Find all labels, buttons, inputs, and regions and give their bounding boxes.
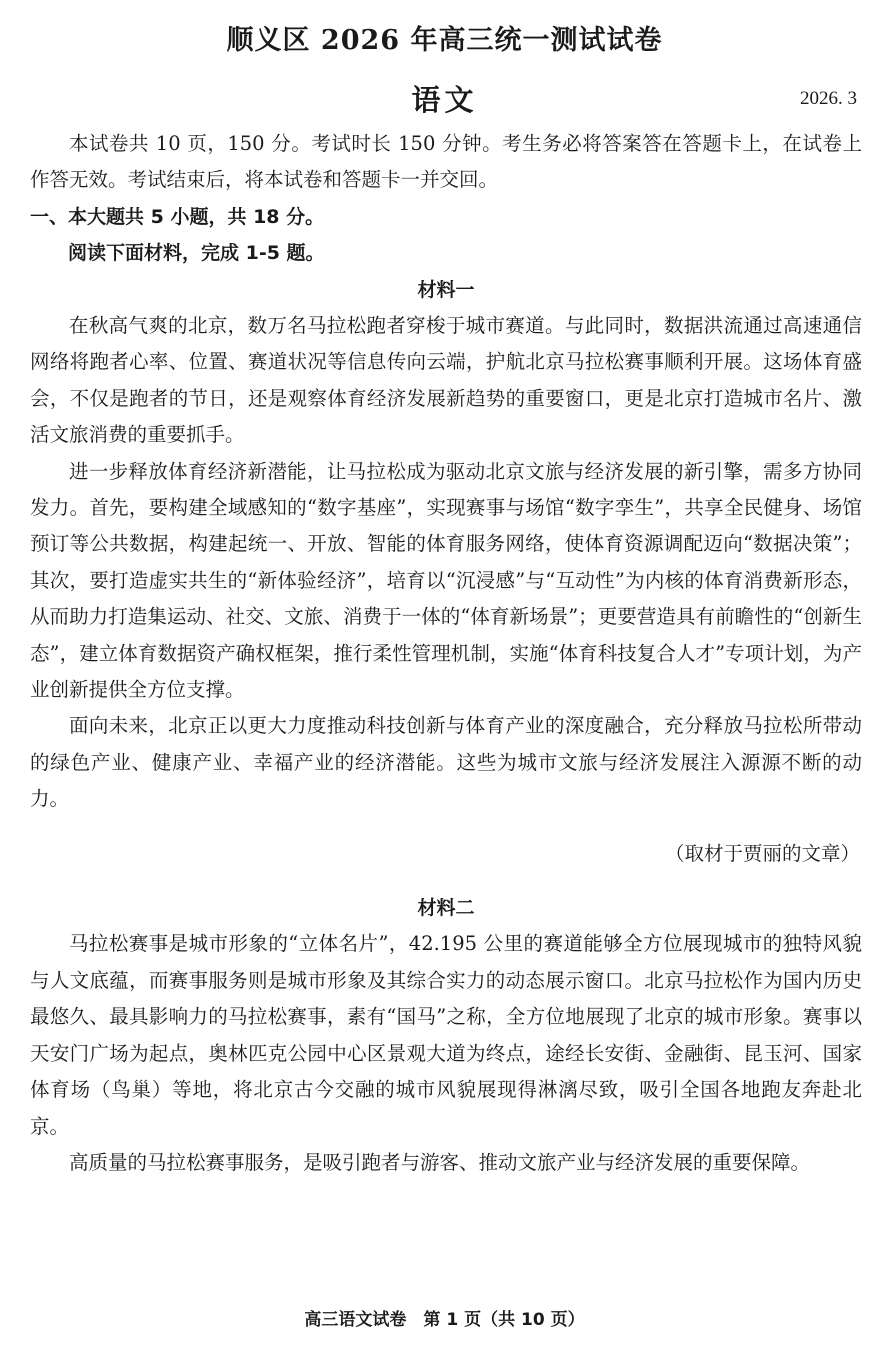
page-content (30, 126, 862, 1181)
material-two-title: 材料二 (417, 897, 475, 920)
subject-title: 语文 (411, 83, 478, 117)
material-one-title: 材料一 (417, 278, 475, 301)
material-one-paragraph: 在秋高气爽的北京，数万名马拉松跑者穿梭于城市赛道。与此同时，数据洪流通过高速通信网络将跑者心率、位置、赛道状况等信息传向云端，护航北京马拉松赛事顺利开展。这场体育盛会，不仅是跑者的节日，还是观察体育经济发展新趋势的重要窗口，更是北京打造城市名片、激活文旅消费的重要抓手。 (30, 314, 862, 447)
material-one-paragraph: 面向未来，北京正以更大力度推动科技创新与体育产业的深度融合，充分释放马拉松所带动的绿色产业、健康产业、幸福产业的经济潜能。这些为城市文旅与经济发展注入源源不断的动力。 (30, 714, 862, 811)
spacer (30, 872, 862, 890)
exam-date: 2026. 3 (800, 88, 857, 109)
material-one-source: （取材于贾丽的文章） (664, 841, 860, 865)
material-two-paragraph: 高质量的马拉松赛事服务，是吸引跑者与游客、推动文旅产业与经济发展的重要保障。 (69, 1150, 811, 1174)
material-two-paragraph: 马拉松赛事是城市形象的“立体名片”，42.195 公里的赛道能够全方位展现城市的独特风貌与人文底蕴，而赛事服务则是城市形象及其综合实力的动态展示窗口。北京马拉松作为国内历史最悠久、最具影响力的马拉松赛事，素有“国马”之称，全方位地展现了北京的城市形象。赛事以天安门广场为起点，奥林匹克公园中心区景观大道为终点，途经长安街、金融街、昆玉河、国家体育场（鸟巢）等地，将北京古今交融的城市风貌展现得淋漓尽致，吸引全国各地跑友奔赴北京。 (30, 932, 862, 1138)
intro-paragraph: 本试卷共 10 页，150 分。考试时长 150 分钟。考生务必将答案答在答题卡上，在试卷上作答无效。考试结束后，将本试卷和答题卡一并交回。 (30, 132, 862, 192)
section-instruction: 阅读下面材料，完成 1-5 题。 (68, 242, 325, 265)
material-one-paragraph: 进一步释放体育经济新潜能，让马拉松成为驱动北京文旅与经济发展的新引擎，需多方协同发力。首先，要构建全域感知的“数字基座”，实现赛事与场馆“数字孪生”，共享全民健身、场馆预订等公共数据，构建起统一、开放、智能的体育服务网络，使体育资源调配迈向“数据决策”；其次，要打造虚实共生的“新体验经济”，培育以“沉浸感”与“互动性”为内核的体育消费新形态，从而助力打造集运动、社交、文旅、消费于一体的“体育新场景”；更要营造具有前瞻性的“创新生态”，建立体育数据资产确权框架，推行柔性管理机制，实施“体育科技复合人才”专项计划，为产业创新提供全方位支撑。 (30, 459, 862, 702)
section-heading: 一、本大题共 5 小题，共 18 分。 (30, 205, 325, 228)
spacer (30, 818, 862, 836)
exam-title: 顺义区 2026 年高三统一测试试卷 (226, 25, 663, 56)
page-footer: 高三语文试卷 第 1 页（共 10 页） (304, 1310, 585, 1330)
